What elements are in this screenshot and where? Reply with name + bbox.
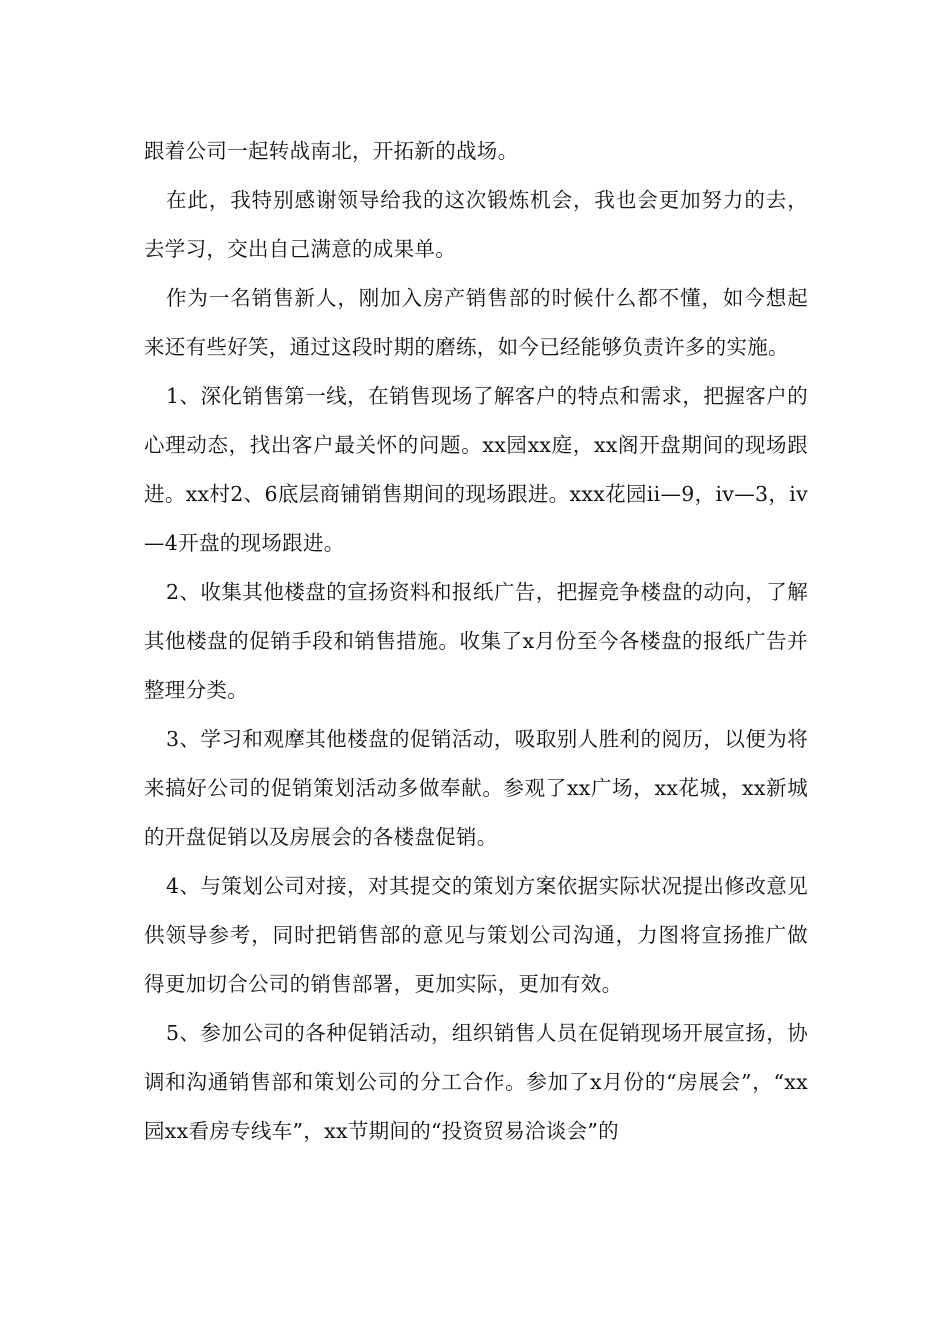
paragraph-item-1: 1、深化销售第一线，在销售现场了解客户的特点和需求，把握客户的心理动态，找出客户最关怀的问题。xx园xx庭，xx阁开盘期间的现场跟进。xx村2、6底层商铺销售期间的现场跟进。xxx花园ii—9，iv—3，iv—4开盘的现场跟进。 bbox=[144, 384, 808, 555]
paragraph-item-5: 5、参加公司的各种促销活动，组织销售人员在促销现场开展宣扬，协调和沟通销售部和策划公司的分工合作。参加了x月份的“房展会”，“xx园xx看房专线车”，xx节期间的“投资贸易洽谈会”的 bbox=[144, 1021, 808, 1143]
paragraph-item-2: 2、收集其他楼盘的宣扬资料和报纸广告，把握竞争楼盘的动向，了解其他楼盘的促销手段和销售措施。收集了x月份至今各楼盘的报纸广告并整理分类。 bbox=[144, 580, 808, 702]
paragraph-continuation: 跟着公司一起转战南北，开拓新的战场。 bbox=[144, 139, 519, 163]
paragraph-item-4: 4、与策划公司对接，对其提交的策划方案依据实际状况提出修改意见供领导参考，同时把销售部的意见与策划公司沟通，力图将宣扬推广做得更加切合公司的销售部署，更加实际，更加有效。 bbox=[144, 874, 808, 996]
document-body bbox=[144, 127, 808, 1156]
paragraph-intro: 作为一名销售新人，刚加入房产销售部的时候什么都不懂，如今想起来还有些好笑，通过这段时期的磨练，如今已经能够负责许多的实施。 bbox=[144, 286, 808, 359]
paragraph-item-3: 3、学习和观摩其他楼盘的促销活动，吸取别人胜利的阅历，以便为将来搞好公司的促销策划活动多做奉献。参观了xx广场，xx花城，xx新城的开盘促销以及房展会的各楼盘促销。 bbox=[144, 727, 808, 849]
paragraph-thanks: 在此，我特别感谢领导给我的这次锻炼机会，我也会更加努力的去，去学习，交出自己满意的成果单。 bbox=[144, 188, 808, 261]
